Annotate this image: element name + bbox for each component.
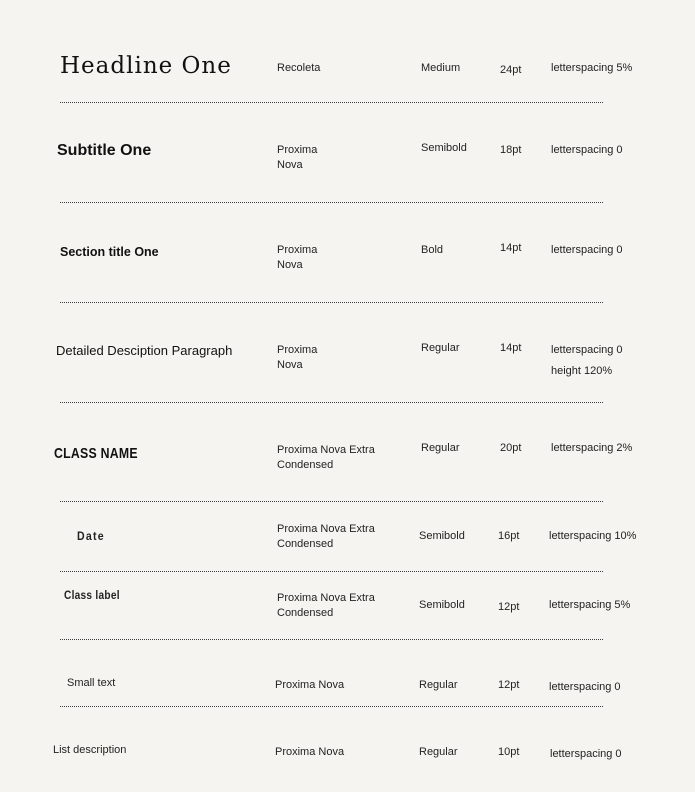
class-label-weight: Semibold xyxy=(419,599,465,611)
row-divider xyxy=(60,571,603,572)
small-text-sample: Small text xyxy=(67,677,116,689)
row-divider xyxy=(60,706,603,707)
paragraph-size: 14pt xyxy=(500,342,522,354)
class-name-font-line2: Condensed xyxy=(277,459,334,471)
small-text-font: Proxima Nova xyxy=(275,679,345,691)
paragraph-weight: Regular xyxy=(421,342,460,354)
class-name-sample: CLASS NAME xyxy=(54,445,138,462)
list-description-spacing: letterspacing 0 xyxy=(550,748,622,760)
section-title-size: 14pt xyxy=(500,242,522,254)
section-title-font-line2: Nova xyxy=(277,259,303,271)
paragraph-sample: Detailed Desciption Paragraph xyxy=(56,343,233,358)
date-sample: Date xyxy=(77,529,105,543)
paragraph-font-line2: Nova xyxy=(277,359,303,371)
section-title-sample: Section title One xyxy=(60,245,159,259)
headline-one-spacing: letterspacing 5% xyxy=(551,62,633,74)
date-weight: Semibold xyxy=(419,530,465,542)
subtitle-one-font-line1: Proxima xyxy=(277,144,318,156)
class-label-font-line2: Condensed xyxy=(277,607,334,619)
headline-one-sample: Headline One xyxy=(60,53,232,79)
list-description-weight: Regular xyxy=(419,746,458,758)
date-font-line2: Condensed xyxy=(277,538,334,550)
date-spacing: letterspacing 10% xyxy=(549,530,637,542)
section-title-font-line1: Proxima xyxy=(277,244,318,256)
row-divider xyxy=(60,501,603,502)
row-divider xyxy=(60,639,603,640)
row-divider xyxy=(60,302,603,303)
date-font-line1: Proxima Nova Extra xyxy=(277,523,375,535)
subtitle-one-size: 18pt xyxy=(500,144,522,156)
class-name-weight: Regular xyxy=(421,442,460,454)
class-name-font-line1: Proxima Nova Extra xyxy=(277,444,375,456)
paragraph-font-line1: Proxima xyxy=(277,344,318,356)
list-description-sample: List description xyxy=(53,744,127,756)
section-title-spacing: letterspacing 0 xyxy=(551,244,623,256)
list-description-font: Proxima Nova xyxy=(275,746,345,758)
row-divider xyxy=(60,202,603,203)
subtitle-one-font-line2: Nova xyxy=(277,159,303,171)
small-text-spacing: letterspacing 0 xyxy=(549,681,621,693)
section-title-weight: Bold xyxy=(421,244,444,256)
class-name-spacing: letterspacing 2% xyxy=(551,442,633,454)
subtitle-one-weight: Semibold xyxy=(421,142,467,154)
row-divider xyxy=(60,402,603,403)
class-label-sample: Class label xyxy=(64,590,120,602)
row-divider xyxy=(60,102,603,103)
subtitle-one-sample: Subtitle One xyxy=(57,142,152,159)
class-name-size: 20pt xyxy=(500,442,522,454)
subtitle-one-spacing: letterspacing 0 xyxy=(551,144,623,156)
small-text-size: 12pt xyxy=(498,679,520,691)
date-size: 16pt xyxy=(498,530,520,542)
headline-one-weight: Medium xyxy=(421,62,461,74)
small-text-weight: Regular xyxy=(419,679,458,691)
class-label-size: 12pt xyxy=(498,601,520,613)
paragraph-spacing: letterspacing 0 xyxy=(551,344,623,356)
headline-one-size: 24pt xyxy=(500,64,522,76)
class-label-font-line1: Proxima Nova Extra xyxy=(277,592,375,604)
headline-one-font: Recoleta xyxy=(277,62,321,74)
paragraph-line-height: height 120% xyxy=(551,365,613,377)
class-label-spacing: letterspacing 5% xyxy=(549,599,631,611)
list-description-size: 10pt xyxy=(498,746,520,758)
